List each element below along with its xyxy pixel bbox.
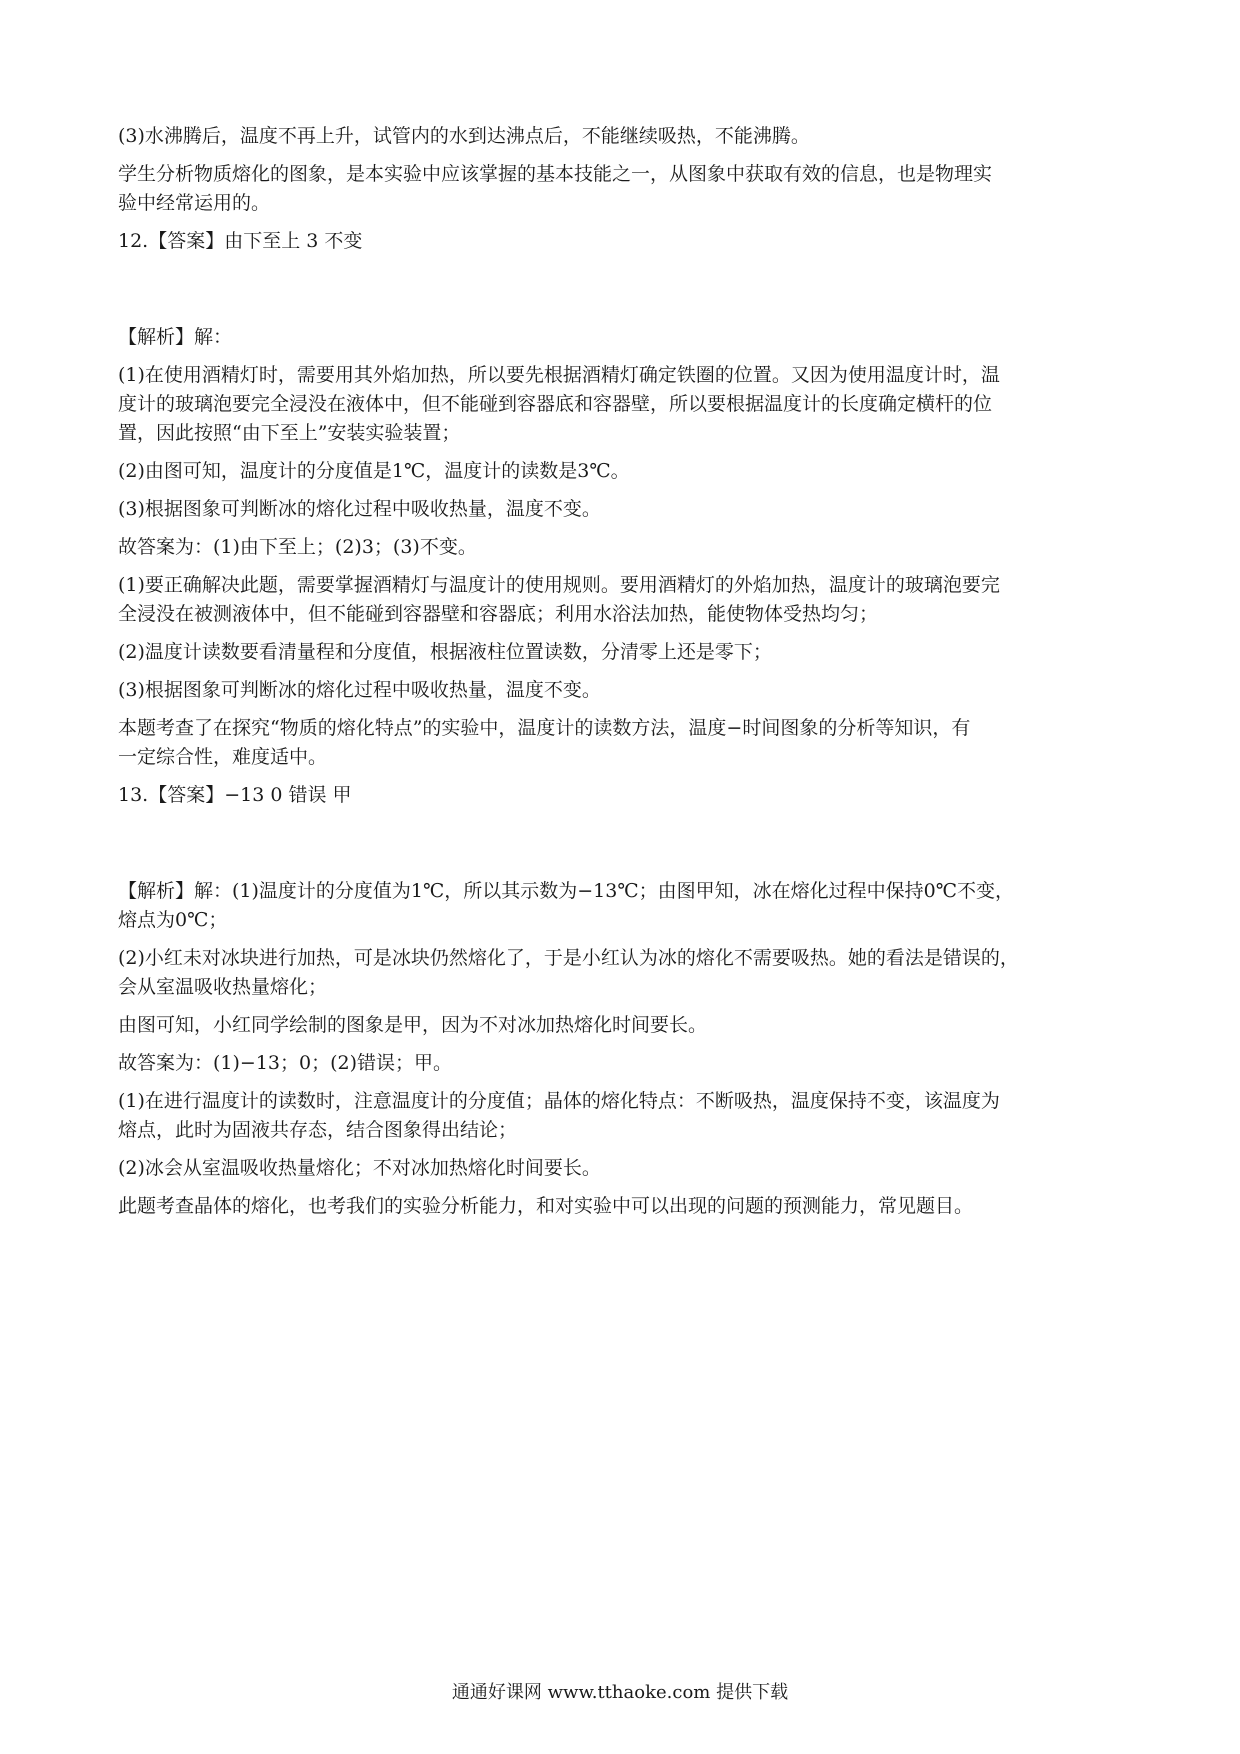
text-line: 验中经常运用的。	[118, 192, 271, 214]
text-line: 由图可知，小红同学绘制的图象是甲，因为不对冰加热熔化时间要长。	[118, 1014, 708, 1036]
text-line: 【解析】解：	[118, 326, 233, 348]
paragraph	[118, 227, 1126, 256]
text-line: 【解析】解：(1)温度计的分度值为1℃，所以其示数为−13℃；由图甲知，冰在熔化过程中保持0℃不变，	[118, 880, 1014, 902]
paragraph	[118, 122, 1126, 151]
paragraph	[118, 877, 1126, 935]
text-line: 故答案为：(1)−13；0；(2)错误；甲。	[118, 1052, 453, 1074]
paragraph	[118, 781, 1126, 810]
paragraph	[118, 1049, 1126, 1078]
text-line: 全浸没在被测液体中，但不能碰到容器壁和容器底；利用水浴法加热，能使物体受热均匀；	[118, 603, 879, 625]
paragraph	[118, 323, 1126, 352]
paragraph	[118, 533, 1126, 562]
paragraph	[118, 1154, 1126, 1183]
text-line: 一定综合性，难度适中。	[118, 746, 328, 768]
text-line: 本题考查了在探究“物质的熔化特点”的实验中，温度计的读数方法，温度−时间图象的分析等知识，有	[118, 717, 971, 739]
text-line: (2)冰会从室温吸收热量熔化；不对冰加热熔化时间要长。	[118, 1157, 601, 1179]
text-line: 度计的玻璃泡要完全浸没在液体中，但不能碰到容器底和容器壁，所以要根据温度计的长度确定横杆的位	[118, 393, 993, 415]
paragraph	[118, 676, 1126, 705]
paragraph	[118, 571, 1126, 629]
paragraph	[118, 1087, 1126, 1145]
paragraph	[118, 638, 1126, 667]
paragraph	[118, 944, 1126, 1002]
paragraph	[118, 1011, 1126, 1040]
paragraph	[118, 361, 1126, 448]
text-line: 学生分析物质熔化的图象，是本实验中应该掌握的基本技能之一，从图象中获取有效的信息，也是物理实	[118, 163, 993, 185]
text-line: (2)小红未对冰块进行加热，可是冰块仍然熔化了，于是小红认为冰的熔化不需要吸热。她的看法是错误的，	[118, 947, 1019, 969]
text-line: (3)根据图象可判断冰的熔化过程中吸收热量，温度不变。	[118, 498, 601, 520]
page-footer: 通通好课网 www.tthaoke.com 提供下载	[451, 1682, 789, 1703]
text-line: (2)由图可知，温度计的分度值是1℃，温度计的读数是3℃。	[118, 460, 630, 482]
paragraph	[118, 495, 1126, 524]
text-line: (3)水沸腾后，温度不再上升，试管内的水到达沸点后，不能继续吸热，不能沸腾。	[118, 125, 810, 147]
text-line: (3)根据图象可判断冰的熔化过程中吸收热量，温度不变。	[118, 679, 601, 701]
text-line: (2)温度计读数要看清量程和分度值，根据液柱位置读数，分清零上还是零下；	[118, 641, 772, 663]
text-line: 故答案为：(1)由下至上；(2)3；(3)不变。	[118, 536, 477, 558]
text-line: (1)要正确解决此题，需要掌握酒精灯与温度计的使用规则。要用酒精灯的外焰加热，温度计的玻璃泡要完	[118, 574, 1000, 596]
text-line: 13.【答案】−13 0 错误 甲	[118, 784, 352, 806]
paragraph	[118, 714, 1126, 772]
text-line: (1)在使用酒精灯时，需要用其外焰加热，所以要先根据酒精灯确定铁圈的位置。又因为使用温度计时，温	[118, 364, 1000, 386]
text-line: 熔点为0℃；	[118, 909, 228, 931]
text-line: 熔点，此时为固液共存态，结合图象得出结论；	[118, 1119, 518, 1141]
document-body	[118, 122, 1126, 1230]
blank-space	[118, 265, 1126, 323]
text-line: 此题考查晶体的熔化，也考我们的实验分析能力，和对实验中可以出现的问题的预测能力，常见题目。	[118, 1195, 974, 1217]
text-line: 会从室温吸收热量熔化；	[118, 976, 328, 998]
paragraph	[118, 1192, 1126, 1221]
text-line: 置，因此按照“由下至上”安装实验装置；	[118, 422, 461, 444]
text-line: 12.【答案】由下至上 3 不变	[118, 230, 363, 252]
text-line: (1)在进行温度计的读数时，注意温度计的分度值；晶体的熔化特点：不断吸热，温度保持不变，该温度为	[118, 1090, 1000, 1112]
paragraph	[118, 457, 1126, 486]
blank-space	[118, 819, 1126, 877]
paragraph	[118, 160, 1126, 218]
